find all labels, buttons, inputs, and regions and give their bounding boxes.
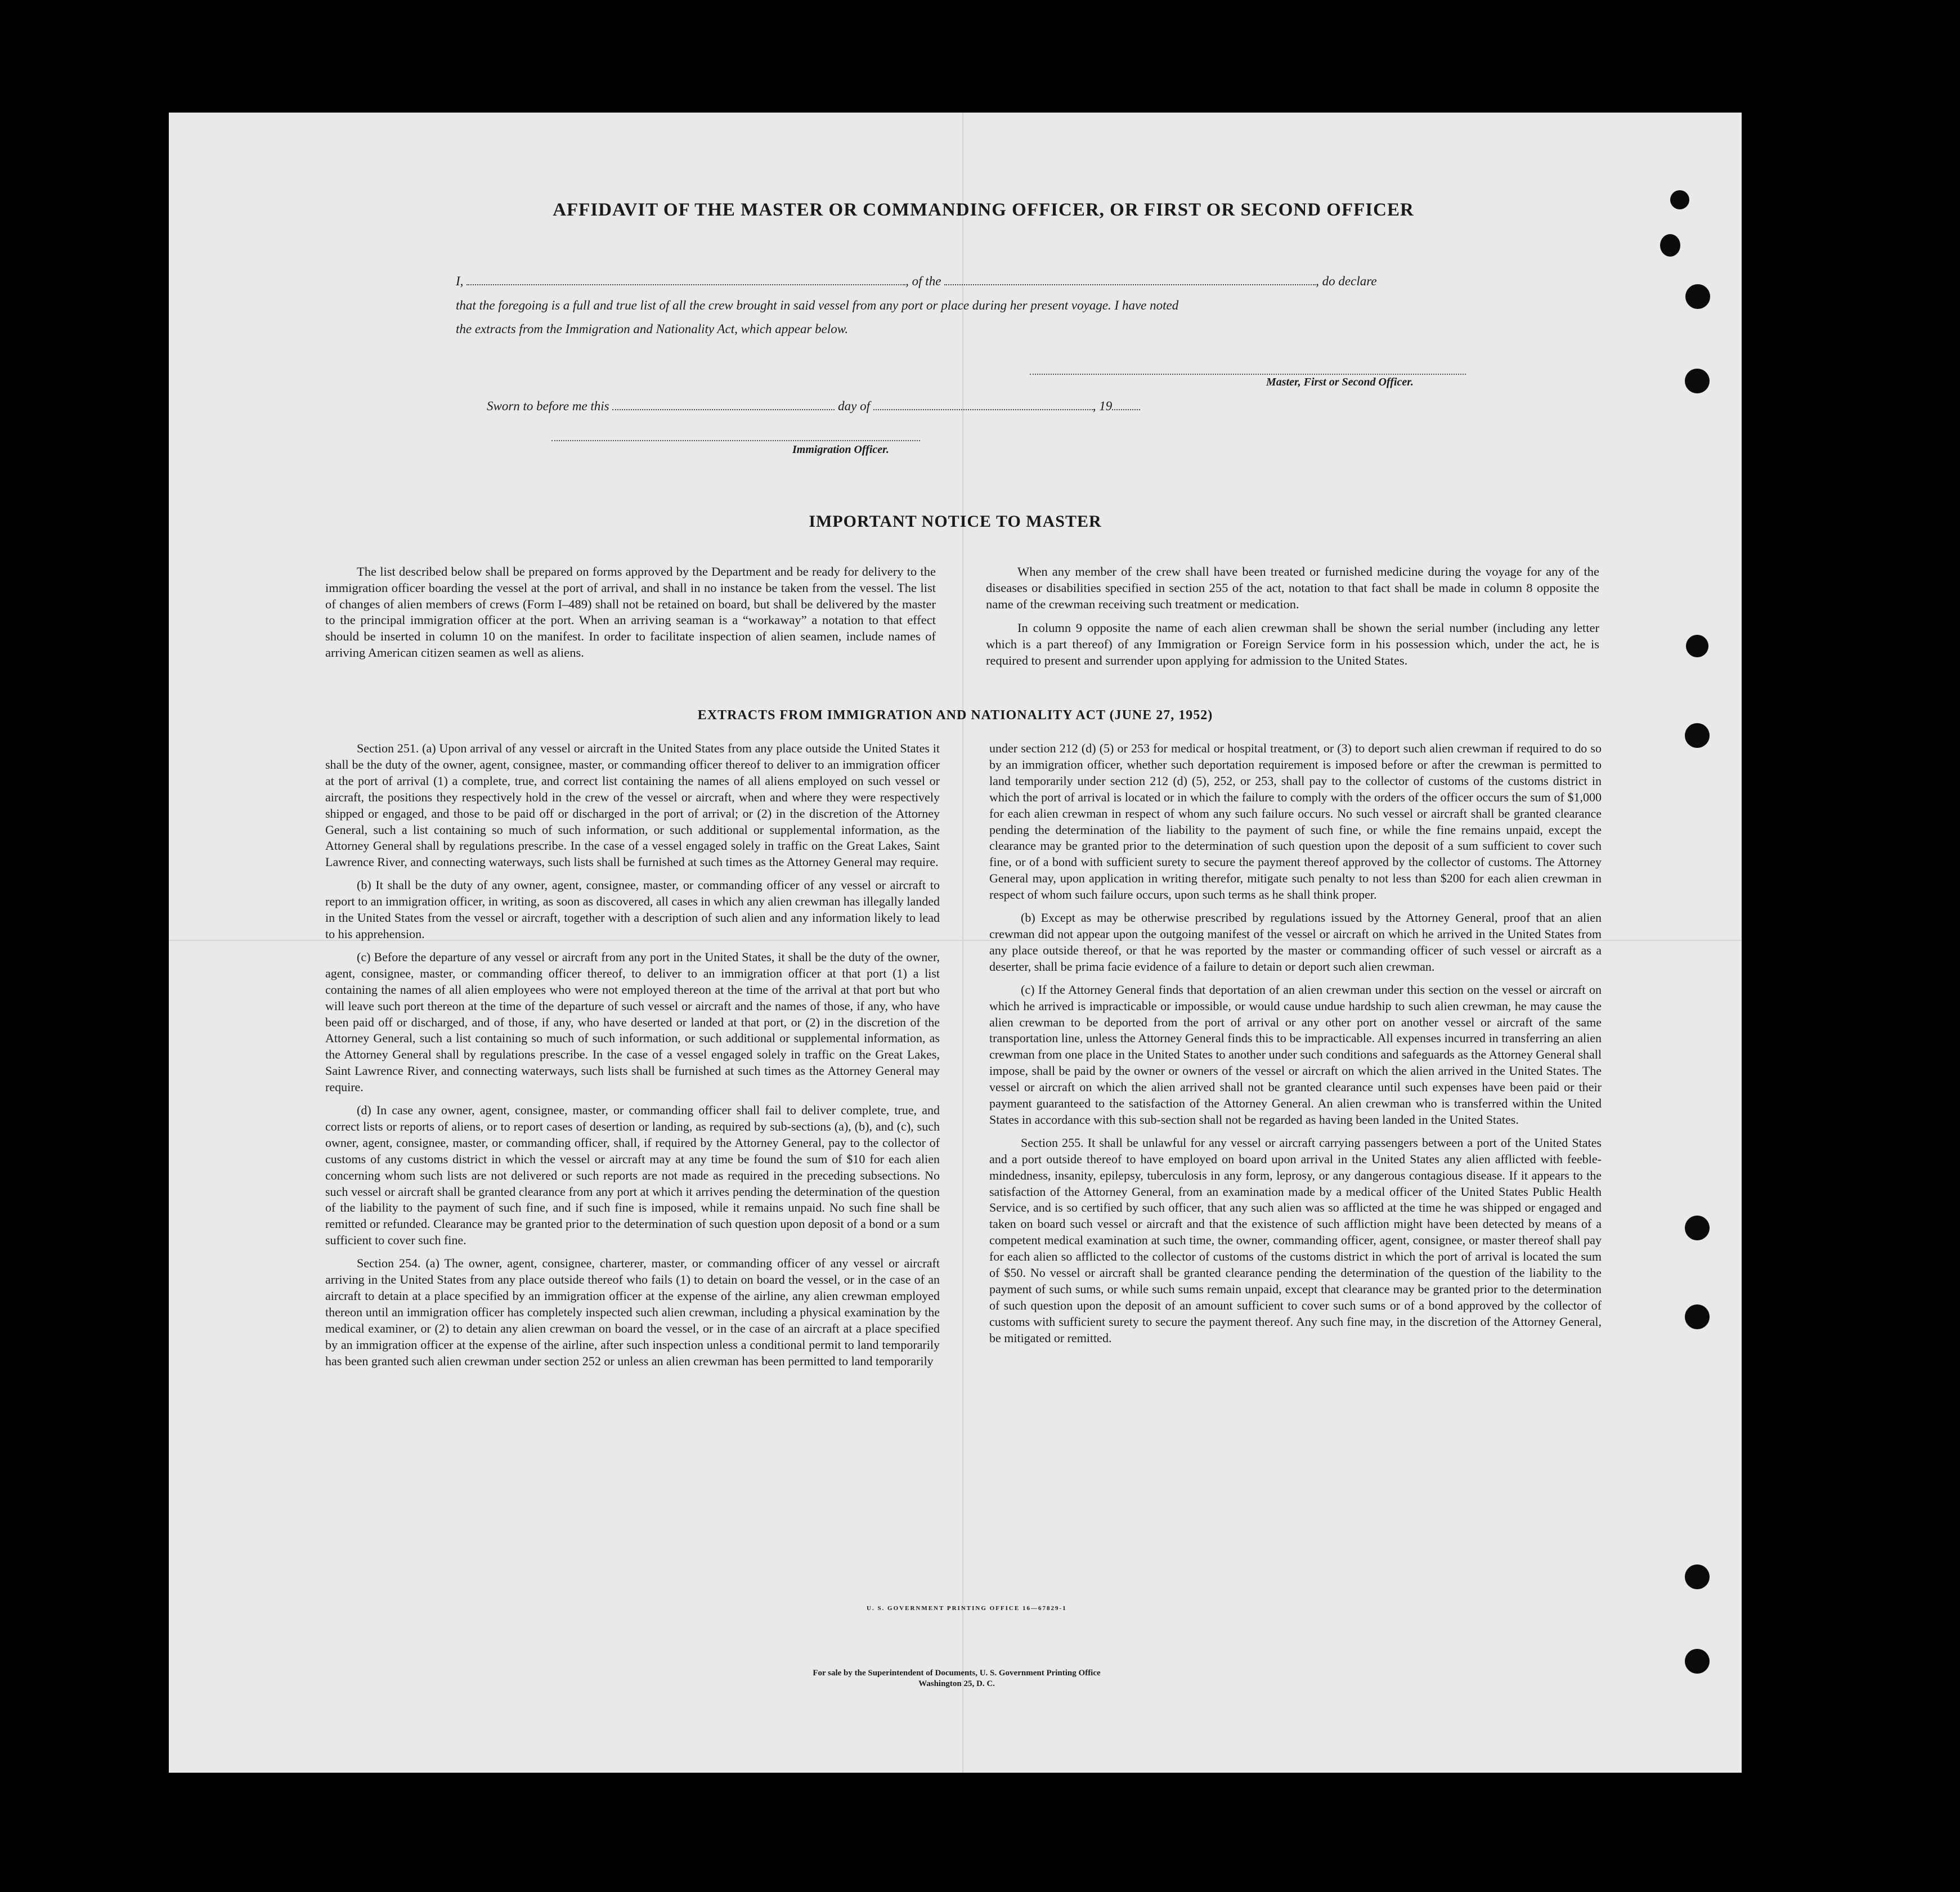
immigration-officer-signature-line[interactable] [551,440,920,441]
sale-notice-line-1: For sale by the Superintendent of Documents, U. S. Government Printing Office [813,1669,1101,1678]
punch-hole [1685,284,1710,309]
declaration-line-3: the extracts from the Immigration and Nationality Act, which appear below. [456,322,849,336]
extracts-title: EXTRACTS FROM IMMIGRATION AND NATIONALITY ACT (JUNE 27, 1952) [697,708,1213,723]
punch-hole [1685,1564,1710,1589]
declaration-of-the: , of the [905,274,941,288]
section-251-a: Section 251. (a) Upon arrival of any vessel or aircraft in the United States from any place outside the United States it shall be the duty of the owner, agent, consignee, master, or commanding officer thereof to deliver to an immigration officer at the port of arrival (1) a complete, true, and correct list containing the names of all aliens employed on such vessel or aircraft, the positions they respectively hold in the crew of the vessel or aircraft, when and where they were respectively shipped or engaged, and those to be paid off or discharged in the port of arrival; or (2) in the discretion of the Attorney General, such a list containing so much of such information, or such additional or supplemental information, as the Attorney General shall by regulations prescribe. In the case of a vessel engaged solely in traffic on the Great Lakes, Saint Lawrence River, and connecting waterways, such lists shall be furnished at such times as the Attorney General may require. [325,741,940,869]
punch-hole [1685,723,1710,748]
affidavit-title: AFFIDAVIT OF THE MASTER OR COMMANDING OFFICER, OR FIRST OR SECOND OFFICER [553,200,1414,220]
notice-left-column [325,564,936,669]
punch-hole [1686,635,1708,657]
sworn-day-blank[interactable] [612,399,835,410]
year-blank[interactable] [1112,399,1140,410]
extracts-left-column [325,741,940,1377]
declaration-line-1 [456,269,1469,293]
vessel-blank[interactable] [944,274,1316,285]
section-254-b: (b) Except as may be otherwise prescribed by regulations issued by the Attorney General, proof that an alien crewman did not appear upon the outgoing manifest of the vessel or aircraft on which he arrived in the United States from any place outside thereof, or that he was reported by the master or commanding officer of such vessel or aircraft as a deserter, shall be prima facie evidence of a failure to detain or deport such alien crewman. [989,911,1602,974]
punch-hole [1685,1216,1710,1240]
declaration-do-declare: , do declare [1316,274,1377,288]
name-blank[interactable] [467,274,905,285]
notice-title: IMPORTANT NOTICE TO MASTER [809,512,1102,531]
notice-right-paragraph-1: When any member of the crew shall have been treated or furnished medicine during the voyage for any of the diseases or disabilities specified in section 255 of the act, notation to that fact shall be made in column 8 opposite the name of the crewman receiving such treatment or medication. [986,564,1599,611]
sworn-label: Sworn to before me this [487,399,609,413]
section-254-a: Section 254. (a) The owner, agent, consignee, charterer, master, or commanding officer of any vessel or aircraft arriving in the United States from any place outside thereof who fails (1) to detain on board the vessel, or in the case of an aircraft to detain at a place specified by an immigration officer at the expense of the airline, any alien crewman employed thereon until an immigration officer has completely inspected such alien crewman, including a physical examination by the medical examiner, or (2) to detain any alien crewman on board the vessel, or in the case of an aircraft at a place specified by an immigration officer at the expense of the airline, after such inspection unless a conditional permit to land temporarily has been granted such alien crewman under section 252 or unless an alien crewman has been permitted to land temporarily [325,1256,940,1368]
sale-notice-line-2: Washington 25, D. C. [918,1679,995,1688]
punch-hole [1660,234,1680,257]
extracts-right-column [989,741,1602,1353]
notice-left-paragraph: The list described below shall be prepared on forms approved by the Department and be ready for delivery to the immigration officer boarding the vessel at the port of arrival, and shall in no instance be taken from the vessel. The list of changes of alien members of crews (Form I–489) shall not be retained on board, but shall be delivered by the master to the principal immigration officer at the port. When an arriving seaman is a “workaway” a notation to that effect should be inserted in column 10 on the manifest. In order to facilitate inspection of alien seamen, include names of arriving American citizen seamen as well as aliens. [325,564,936,660]
sworn-line [487,394,1500,418]
sworn-month-blank[interactable] [873,399,1093,410]
fold-crease-vertical [962,113,963,1773]
section-251-b: (b) It shall be the duty of any owner, agent, consignee, master, or commanding officer of any vessel or aircraft to report to an immigration officer, in writing, as soon as discovered, all cases in which any alien crewman has illegally landed in the United States from the vessel or aircraft, together with a description of such alien and any information likely to lead to his apprehension. [325,878,940,941]
punch-hole [1685,369,1710,393]
section-254-a-continued: under section 212 (d) (5) or 253 for medical or hospital treatment, or (3) to deport such alien crewman if required to do so by an immigration officer, whether such deportation requirement is imposed before or after the crewman is permitted to land temporarily under section 212 (d) (5), 252, or 253, shall pay to the collector of customs of the customs district in which the port of arrival is located or in which the failure to comply with the orders of the officer occurs the sum of $1,000 for each alien crewman in respect of whom any such failure occurs. No such vessel or aircraft shall be granted clearance pending the determination of the liability to the payment of such fine, or while the fine remains unpaid, except the clearance may be granted prior to the determination of such question upon the deposit of a sum sufficient to cover such fine, or of a bond with sufficient surety to secure the payment thereof approved by the collector of customs. The Attorney General may, upon application in writing therefor, mitigate such penalty to not less than $200 for each alien crewman in respect of whom such failure occurs, upon such terms as he shall think proper. [989,741,1602,902]
sale-notice [653,1668,1261,1689]
declaration-i-label: I, [456,274,464,288]
day-of-label: day of [838,399,870,413]
section-251-c: (c) Before the departure of any vessel or aircraft from any port in the United States, it shall be the duty of the owner, agent, consignee, master, or commanding officer thereof, to deliver to an immigration officer at that port (1) a list containing the names of all alien employees who were not employed thereon at the time of the arrival at that port but who will leave such port thereon at the time of the departure of such vessel or aircraft and the names of those, if any, who have been paid off or discharged, and of those, if any, who have deserted or landed at that port, or (2) in the discretion of the Attorney General, such a list containing so much of such information, or such additional or supplemental information, as the Attorney General shall by regulations prescribe. In the case of a vessel engaged solely in traffic on the Great Lakes, Saint Lawrence River, and connecting waterways, such lists shall be furnished at such times as the Attorney General may require. [325,949,940,1095]
punch-hole [1685,1649,1710,1674]
master-signature-line[interactable] [1030,374,1466,375]
immigration-officer-label: Immigration Officer. [792,443,889,456]
section-251-d: (d) In case any owner, agent, consignee, master, or commanding officer shall fail to deliver complete, true, and correct lists or reports of aliens, or to report cases of desertion or landing, as required by sub-sections (a), (b), and (c), such owner, agent, consignee, master, or commanding officer, shall, if required by the Attorney General, pay to the collector of customs of any customs district in which the vessel or aircraft may at any time be found the sum of $10 for each alien concerning whom such lists are not delivered or such reports are not made as required in the preceding subsections. No such vessel or aircraft shall be granted clearance from any port at which it arrives pending the determination of the question of the liability to the payment of such fine, and if such fine is imposed, while it remains unpaid. No such fine shall be remitted or refunded. Clearance may be granted prior to the determination of such question upon deposit of a bond or a sum sufficient to cover such fine. [325,1103,940,1248]
section-254-c: (c) If the Attorney General finds that deportation of an alien crewman under this section on the vessel or aircraft on which he arrived is impracticable or impossible, or would cause undue hardship to such alien crewman, he may cause the alien crewman to be deported from the port of arrival or any other port on another vessel or aircraft of the same transportation line, unless the Attorney General finds this to be impracticable. All expenses incurred in transferring an alien crewman from one place in the United States to another under such conditions and safeguards as the Attorney General shall impose, shall be paid by the owner or owners of the vessel or aircraft on which the alien arrived in the United States. The vessel or aircraft on which the alien arrived shall not be granted clearance until such expenses have been paid or their payment guaranteed to the satisfaction of the Attorney General. An alien crewman who is transferred within the United States in accordance with this sub-section shall not be regarded as having been landed in the United States. [989,982,1602,1127]
notice-right-column [986,564,1599,677]
declaration-line-2: that the foregoing is a full and true list of all the crew brought in said vessel from any port or place during her present voyage. I have noted [456,298,1179,312]
notice-right-paragraph-2: In column 9 opposite the name of each alien crewman shall be shown the serial number (including any letter which is a part thereof) of any Immigration or Foreign Service form in his possession which, under the act, he is required to present and surrender upon applying for admission to the United States. [986,621,1599,667]
punch-hole [1685,1304,1710,1329]
printer-imprint: U. S. GOVERNMENT PRINTING OFFICE 16—67829-1 [867,1605,1067,1612]
section-255: Section 255. It shall be unlawful for any vessel or aircraft carrying passengers between a port of the United States and a port outside thereof to have employed on board upon arrival in the United States any alien afflicted with feeble-mindedness, insanity, epilepsy, tuberculosis in any form, leprosy, or any dangerous contagious disease. If it appears to the satisfaction of the Attorney General, from an examination made by a medical officer of the United States Public Health Service, and is so certified by such officer, that any such alien was so afflicted at the time he was shipped or engaged and taken on board such vessel or aircraft and that the existence of such affliction might have been detected by means of a competent medical examination at such time, the owner, commanding officer, agent, consignee, or master thereof shall pay for each alien so afflicted to the collector of customs of the customs district in which the port of arrival is located the sum of $50. No vessel or aircraft shall be granted clearance pending the determination of the question of the liability to the payment of such sums, or while such sums remain unpaid, except that clearance may be granted prior to the determination of such question upon the deposit of an amount sufficient to cover such sums or of a bond approved by the collector of customs with sufficient surety to secure the payment thereof. Any such fine may, in the discretion of the Attorney General, be mitigated or remitted. [989,1135,1602,1345]
master-signature-label: Master, First or Second Officer. [1266,376,1414,388]
year-label: , 19 [1092,399,1113,413]
